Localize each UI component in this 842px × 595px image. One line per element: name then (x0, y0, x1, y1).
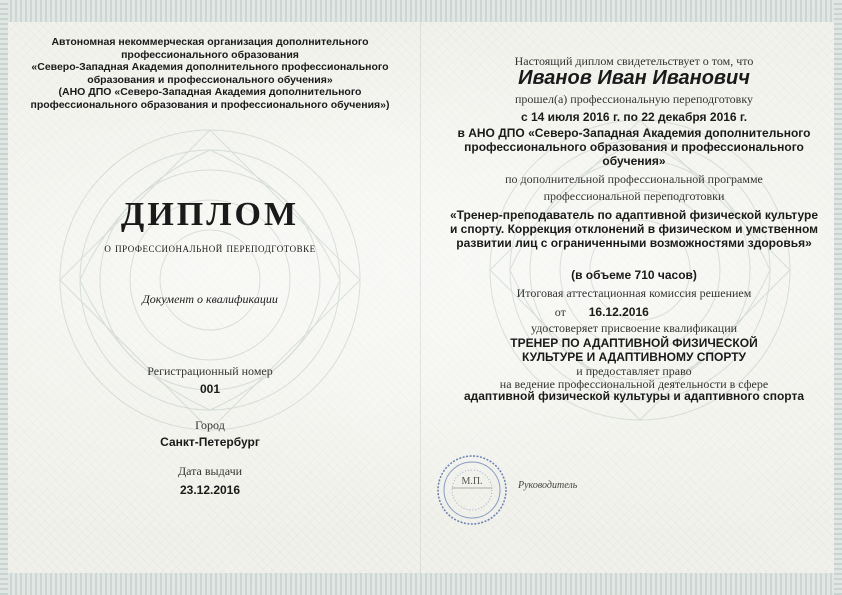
qualification (440, 336, 828, 364)
ornamental-border-bottom (0, 573, 842, 595)
passed-text: прошел(а) профессиональную переподготовку (514, 92, 754, 106)
document-type: Документ о квалификации (142, 292, 278, 306)
document-subtitle: о профессиональной переподготовке (104, 240, 316, 255)
activity-sphere: адаптивной физической культуры и адаптивного спорта (463, 389, 805, 403)
institution-line: профессионального образования и профессионального (464, 140, 804, 154)
city-value: Санкт-Петербург (160, 435, 260, 449)
program-hours: (в объеме 710 часов) (571, 268, 697, 282)
certifies-qualification: удостоверяет присвоение квалификации (530, 321, 738, 335)
registration-number-label: Регистрационный номер (147, 364, 273, 378)
graduate-name: Иванов Иван Иванович (518, 67, 750, 89)
issuer-organization (22, 36, 398, 111)
program-name-line: развитии лиц с ограниченными возможностями здоровья» (456, 236, 812, 250)
decision-date: 16.12.2016 (588, 305, 649, 319)
qualification-line: ТРЕНЕР ПО АДАПТИВНОЙ ФИЗИЧЕСКОЙ (510, 336, 758, 350)
decision-date-row (440, 303, 828, 321)
program-name (440, 208, 828, 250)
from-label: от (554, 305, 566, 319)
registration-number: 001 (199, 382, 221, 396)
ornamental-border-right (834, 0, 842, 595)
grants-text: и предоставляет право (576, 364, 692, 378)
institution-block (440, 126, 828, 168)
org-line: (АНО ДПО «Северо-Западная Академия дополнительного (58, 86, 362, 98)
program-line: по дополнительной профессиональной программе (505, 172, 763, 186)
org-line: профессионального образования и профессионального обучения») (30, 98, 390, 111)
ornamental-border-top (0, 0, 842, 22)
issue-date: 23.12.2016 (179, 483, 241, 497)
study-period: с 14 июля 2016 г. по 22 декабря 2016 г. (520, 110, 748, 124)
stamp-label: М.П. (461, 476, 483, 487)
org-line: «Северо-Западная Академия дополнительного профессионального (31, 61, 389, 73)
issue-date-label: Дата выдачи (177, 464, 243, 478)
seal-stamp (436, 454, 508, 526)
page-fold (420, 22, 421, 573)
program-name-line: «Тренер-преподаватель по адаптивной физической культуре (449, 208, 818, 222)
commission-text: Итоговая аттестационная комиссия решением (516, 286, 752, 300)
qualification-line: КУЛЬТУРЕ И АДАПТИВНОМУ СПОРТУ (521, 350, 747, 364)
activity-text: на ведение профессиональной деятельности в сфере (499, 377, 769, 391)
institution-line: в АНО ДПО «Северо-Западная Академия дополнительного (457, 126, 811, 140)
org-line: профессионального образования (121, 48, 299, 61)
org-line: образования и профессионального обучения» (87, 73, 333, 86)
ornamental-border-left (0, 0, 8, 595)
document-title: ДИПЛОМ (120, 196, 300, 233)
program-name-line: и спорту. Коррекция отклонений в физическом и умственном (449, 222, 819, 236)
signature-label: Руководитель (518, 480, 578, 491)
institution-line: обучения» (602, 154, 666, 168)
certifies-intro: Настоящий диплом свидетельствует о том, что (514, 54, 754, 68)
program-line: профессиональной переподготовки (543, 189, 725, 203)
city-label: Город (195, 418, 225, 432)
org-line: Автономная некоммерческая организация дополнительного (51, 36, 369, 48)
